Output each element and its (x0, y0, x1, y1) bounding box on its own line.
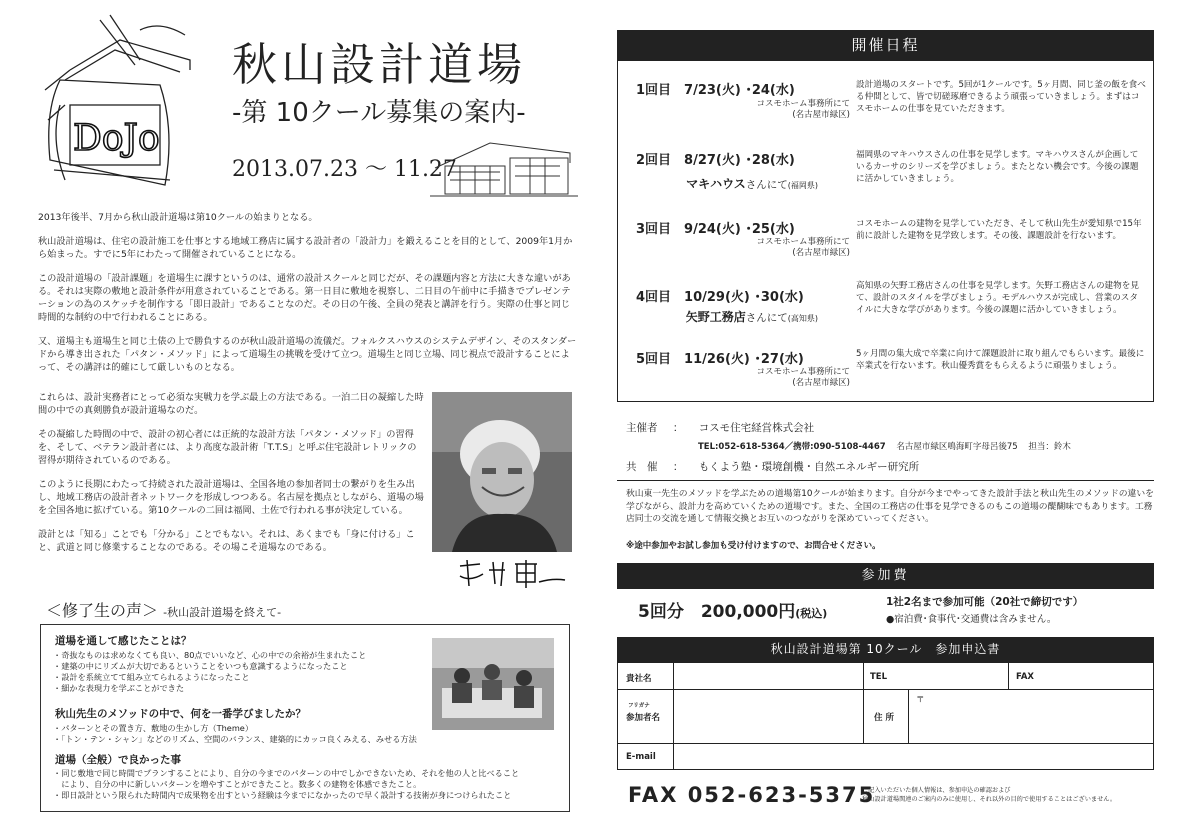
voices-question-3: 道場（全般）で良かった事 (55, 754, 181, 766)
host-name: コスモ住宅経営株式会社 (698, 422, 815, 434)
voices-answer: ・設計を系統立てて組み立てられるようになったこと (53, 672, 250, 682)
voices-question-2: 秋山先生のメソッドの中で、何を一番学びましたか？ (55, 708, 306, 720)
session-description: 設計道場のスタートです。5回が1クールです。5ヶ月間、同じ釜の飯を食べる仲間として、皆で切磋琢磨できるよう頑張っていきましょう。まずはコスモホームの仕事を見ていただきます。 (856, 80, 1146, 114)
tel-label: TEL (870, 672, 888, 682)
divider (617, 480, 1154, 481)
graduate-voices-heading (46, 598, 281, 621)
privacy-line: 秋山設計道場関連のご案内のみに使用し、それ以外の目的で使用することはございません。 (862, 795, 1117, 803)
cohost-label: 共 催 (626, 461, 658, 473)
privacy-line: ご記入いただいた個人情報は、参加申込の確認および (862, 787, 1011, 794)
intro-text (38, 211, 578, 385)
intro-paragraph: 又、道場主も道場生と同じ土俵の上で勝負するのが秋山設計道場の流儀だ。フォルクスハウスのシステムデザイン、そのスタンダードから導き出された「パタン・メソッド」によって道場生の挑戦を受けて立つ。道場生と同じ立場、同じ視点で設計することによって、その講評は的確にして厳しいものとなる。 (38, 336, 577, 373)
host-tel: TEL:052-618-5364 (698, 442, 785, 452)
session-date: 2回目 8/27(火) ･28(水) (636, 153, 795, 168)
meeting-photo (432, 638, 554, 730)
application-heading: 秋山設計道場第 10クール 参加申込書 (617, 637, 1154, 662)
fee-tax: (税込) (795, 607, 828, 620)
fax-label: FAX (1016, 672, 1034, 682)
host-contact: TEL:052-618-5364／携帯:090-5108-4467 名古屋市緑区鳴海町字母呂後75 担当：鈴木 (698, 442, 1071, 452)
fee-value: 5回分 200,000円 (638, 602, 796, 622)
intro-paragraph: その凝縮した時間の中で、設計の初心者には正統的な設計方法「パタン・メソッド」の習得を、そして、ベテラン設計者には、より高度な設計術「T.T.S」と呼ぶ住宅設計レトリックの習得が期待されているのである。 (38, 429, 417, 466)
furigana-label: フリガナ (628, 703, 650, 709)
session-venue-company: 矢野工務店 (685, 310, 746, 324)
intro-paragraph: これらは、設計実務者にとって必須な実戦力を学ぶ最上の方法である。一泊二日の凝縮した時間の中での真剣勝負が設計道場なのだ。 (38, 392, 424, 416)
fax-number: FAX 052-623-5375 (628, 783, 876, 807)
session-date: 3回目 9/24(火) ･25(水) (636, 222, 795, 237)
session-venue (674, 367, 850, 389)
host-row: 主催者 ： コスモ住宅経営株式会社 (626, 422, 815, 434)
session-description: コスモホームの建物を見学していただき、そして秋山先生が愛知県で15年前に設計した建物を見学致します。その後、課題設計を行ないます。 (856, 219, 1142, 241)
session-description: 5ヶ月間の集大成で卒業に向けて課題設計に取り組んでもらいます。最後に卒業式を行ないます。秋山優秀賞をもらえるように頑張りましょう。 (856, 349, 1145, 371)
session-venue-line: (名古屋市緑区) (792, 110, 850, 120)
schedule-box (617, 60, 1154, 402)
date-range: 2013.07.23 ～ 11.27 (232, 157, 457, 182)
session-date: 1回目 7/23(火) ･24(水) (636, 83, 795, 98)
program-description: 秋山東一先生のメソッドを学ぶための道場第10クールが始まります。自分が今までやってきた設計手法と秋山先生のメソッドの違いを学びながら、設計力を高めていくための道場です。また、全国の工務店の仕事を見学できるのもこの道場の醍醐味でもあります。工務店同士の交流を通して情報交換とお互いのつながりを深めていってください。 (626, 489, 1154, 524)
voices-answer: ・パターンとその置き方、敷地の生かし方（Theme） (53, 723, 254, 733)
application-form (617, 662, 1154, 770)
participant-field[interactable] (678, 693, 858, 739)
participant-label: 参加者名 (626, 713, 661, 723)
intro-paragraph: 設計とは「知る」ことでも「分かる」ことでもない。それは、あくまでも「身に付ける」こと、武道と同じ修業することなのである。その場こそ道場なのである。 (38, 529, 415, 553)
session-venue (674, 99, 850, 121)
voices-subtitle: -秋山設計道場を終えて- (163, 606, 282, 619)
session-date: 4回目 10/29(火) ･30(水) (636, 290, 804, 305)
voices-answer: ・同じ敷地で同じ時間でプランすることにより、自分の今までのパターンの中でしかできないため、それを他の人と比べること (53, 768, 520, 778)
session-venue-suffix: さんにて (745, 312, 788, 324)
session-venue-place: (高知県) (787, 314, 818, 323)
session-venue-company: マキハウス (686, 177, 746, 191)
voices-answer: ・建築の中にリズムが大切であるということをいつも意識するようになったこと (53, 661, 348, 671)
session-venue (686, 308, 818, 325)
session-description: 高知県の矢野工務店さんの仕事を見学します。矢野工務店さんの建物を見て、設計のスタイルを学びましょう。モデルハウスが完成し、営業のスタイルに大きな学びがあります。今後の課題に活かしていきましょう。 (856, 281, 1139, 315)
host-person: 担当：鈴木 (1028, 442, 1071, 452)
session-date: 5回目 11/26(火) ･27(水) (636, 352, 804, 367)
host-address: 名古屋市緑区鳴海町字母呂後75 (896, 442, 1018, 452)
tel-field[interactable] (893, 666, 1003, 686)
page-title: 秋山設計道場 (232, 38, 527, 91)
fax-field[interactable] (1038, 666, 1148, 686)
portrait-photo (432, 392, 572, 552)
session-venue-line: コスモホーム事務所にて (756, 237, 850, 247)
dojo-logo-sketch (40, 10, 210, 200)
session-venue-line: コスモホーム事務所にて (756, 99, 850, 109)
intro-paragraph: このように長期にわたって持続された設計道場は、全国各地の参加者同士の繋がりを生み出し、地域工務店の設計者ネットワークを形成しつつある。名古屋を拠点としながら、道場の場を全国各地に拡げている。第10クールの二回は福岡、土佐で行われる事が決定している。 (38, 479, 424, 516)
session-venue-line: (名古屋市緑区) (792, 248, 850, 258)
fee-heading: 参加費 (617, 563, 1154, 589)
voices-answer: ・即日設計という限られた時間内で成果物を出すという経験は今までになかったので早く設計する技術が身につけられたこと (53, 790, 512, 800)
voices-answer: により、自分の中に新しいパターンを増やすことができたこと。数多くの建物を体感できたこと。 (53, 779, 422, 789)
address-label: 住 所 (874, 713, 894, 723)
cohost-row: 共 催 ： もくよう塾・環境創機・自然エネルギー研究所 (626, 461, 920, 473)
cohost-names: もくよう塾・環境創機・自然エネルギー研究所 (698, 461, 920, 473)
page-subtitle: -第 10クール募集の案内- (232, 98, 526, 128)
email-field[interactable] (678, 746, 1148, 766)
host-label: 主催者 (626, 422, 658, 434)
intro-paragraph: 2013年後半、7月から秋山設計道場は第10クールの始まりとなる。 (38, 212, 318, 223)
signature (455, 556, 567, 590)
logo-text: DoJo (73, 118, 160, 159)
session-description: 福岡県のマキハウスさんの仕事を見学します。マキハウスさんが企画しているカーサのシリーズを学びましょう。またとない機会です。今後の課題に活かしていきましょう。 (856, 150, 1139, 184)
address-field[interactable] (928, 693, 1148, 739)
fee-capacity-note: 1社2名まで参加可能（20社で締切です） (886, 596, 1084, 608)
voices-title: ＜修了生の声＞ (46, 601, 159, 620)
voices-answer: ・「トン・テン・シャン」などのリズム、空間のバランス、建築的にカッコ良くみえる、みせる方法 (53, 734, 417, 744)
voices-answer: ・細かな表現力を学ぶことができた (53, 683, 185, 693)
postal-mark: 〒 (916, 695, 925, 705)
fee-amount (638, 597, 827, 622)
schedule-heading: 開催日程 (617, 30, 1154, 60)
host-mobile: 携帯:090-5108-4467 (793, 442, 886, 452)
intro-text-continued (38, 391, 424, 565)
fee-exclusion-note: ●宿泊費･食事代･交通費は含みません。 (886, 614, 1057, 625)
session-venue-line: (名古屋市緑区) (792, 378, 850, 388)
voices-question-1: 道場を通して感じたことは？ (55, 635, 192, 647)
intro-paragraph: この設計道場の「設計課題」を道場生に課すというのは、通常の設計スクールと同じだが、その課題内容と方法に大きな違いがある。それは実際の敷地と設計条件が用意されていることである。第一日目に敷地を視察し、二日目の午前中に手描きでプレゼンテーションの為のスケッチを制作する「即日設計」であることなのだ。その日の午後、全員の発表と講評を行う。実際の仕事と同じ時間的な制約の中で行われることにある。 (38, 273, 571, 323)
house-sketch (430, 128, 578, 198)
company-field[interactable] (678, 666, 858, 686)
session-venue-place: (福岡県) (787, 181, 818, 190)
session-venue (686, 175, 818, 192)
company-label: 貴社名 (626, 674, 652, 684)
privacy-note (862, 787, 1116, 804)
voices-answer: ・奇抜なものは求めなくても良い、80点でいいなど、心の中での余裕が生まれたこと (53, 650, 367, 660)
session-venue-suffix: さんにて (745, 179, 788, 191)
session-venue (674, 237, 850, 259)
session-venue-line: コスモホーム事務所にて (756, 367, 850, 377)
email-label: E-mail (626, 752, 656, 762)
intro-paragraph: 秋山設計道場は、住宅の設計施工を仕事とする地域工務店に属する設計者の「設計力」を鍛えることを目的として、2009年1月から始まった。すでに5年にわたって開催されていることになる。 (38, 236, 573, 260)
trial-notice: ※途中参加やお試し参加も受け付けますので、お問合せください。 (626, 541, 881, 551)
